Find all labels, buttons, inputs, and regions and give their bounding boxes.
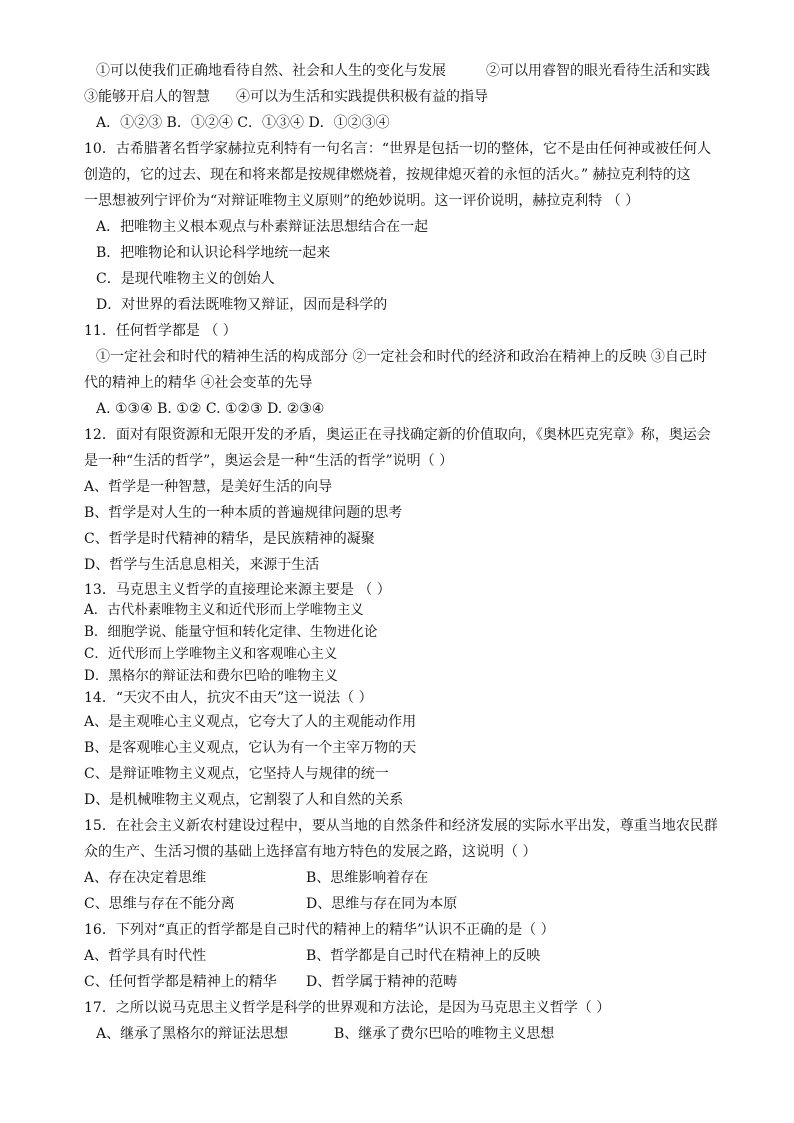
q16-option-b: B、哲学都是自己时代在精神上的反映	[306, 948, 541, 964]
q10-stem-line3: 一思想被列宁评价为“对辩证唯物主义原则”的绝妙说明。这一评价说明，赫拉克利特 （ ）	[84, 193, 640, 209]
q10-option-a: A．把唯物主义根本观点与朴素辩证法思想结合在一起	[96, 219, 429, 235]
q15-option-c: C、思维与存在不能分离	[84, 896, 235, 912]
q9-option-4: ④可以为生活和实践提供积极有益的指导	[236, 89, 488, 105]
q13-option-b: B．细胞学说、能量守恒和转化定律、生物进化论	[84, 624, 378, 640]
q15-option-b: B、思维影响着存在	[306, 870, 429, 886]
q16-option-a: A、哲学具有时代性	[84, 948, 207, 964]
q10-stem-line1: 10．古希腊著名哲学家赫拉克利特有一句名言：“世界是包括一切的整体，它不是由任何神或被任何人	[84, 141, 711, 157]
q14-option-c: C、是辩证唯物主义观点，它坚持人与规律的统一	[84, 766, 389, 782]
q12-stem-line1: 12．面对有限资源和无限开发的矛盾，奥运正在寻找确定新的价值取向，《奥林匹克宪章》称，奥运会	[84, 427, 711, 443]
q16-option-d: D、哲学属于精神的范畴	[306, 974, 458, 990]
q13-option-d: D．黑格尔的辩证法和费尔巴哈的唯物主义	[84, 668, 338, 684]
q15-option-d: D、思维与存在同为本原	[306, 896, 458, 912]
q11-choices: A. ①③④ B. ①② C. ①②③ D. ②③④	[96, 401, 325, 417]
q12-option-d: D、哲学与生活息息相关，来源于生活	[84, 557, 320, 573]
q16-stem: 16．下列对“真正的哲学都是自己时代的精神上的精华”认识不正确的是（ ）	[84, 922, 555, 938]
q11-stem: 11．任何哲学都是 （ ）	[84, 323, 237, 339]
q11-options-line2: 代的精神上的精华 ④社会变革的先导	[84, 375, 313, 391]
q10-stem-line2: 创造的，它的过去、现在和将来都是按规律燃烧着，按规律熄灭着的永恒的活火。” 赫拉克利特的这	[84, 167, 691, 183]
q15-stem-line1: 15．在社会主义新农村建设过程中，要从当地的自然条件和经济发展的实际水平出发，尊重当地农民群	[84, 818, 718, 834]
q13-option-a: A．古代朴素唯物主义和近代形而上学唯物主义	[84, 602, 364, 618]
q13-stem: 13．马克思主义哲学的直接理论来源主要是 （ ）	[84, 582, 391, 598]
q10-option-d: D．对世界的看法既唯物又辩证，因而是科学的	[96, 297, 388, 313]
q9-option-1: ①可以使我们正确地看待自然、社会和人生的变化与发展	[96, 63, 446, 79]
q15-stem-line2: 众的生产、生活习惯的基础上选择富有地方特色的发展之路，这说明（ ）	[84, 844, 537, 860]
q10-option-b: B．把唯物论和认识论科学地统一起来	[96, 245, 331, 261]
q12-option-a: A、哲学是一种智慧，是美好生活的向导	[84, 479, 333, 495]
q16-option-c: C、任何哲学都是精神上的精华	[84, 974, 277, 990]
q10-option-c: C．是现代唯物主义的创始人	[96, 271, 275, 287]
q17-option-a: A、继承了黑格尔的辩证法思想	[96, 1026, 289, 1042]
q11-options-line1: ①一定社会和时代的精神生活的构成部分 ②一定社会和时代的经济和政治在精神上的反映 ③自己时	[96, 349, 707, 365]
q9-option-3: ③能够开启人的智慧	[84, 89, 210, 105]
q12-option-b: B、哲学是对人生的一种本质的普遍规律问题的思考	[84, 505, 403, 521]
q12-option-c: C、哲学是时代精神的精华，是民族精神的凝聚	[84, 531, 375, 547]
q9-choices: A．①②③ B．①②④ C．①③④ D．①②③④	[96, 115, 390, 131]
q13-option-c: C．近代形而上学唯物主义和客观唯心主义	[84, 646, 338, 662]
q15-option-a: A、存在决定着思维	[84, 870, 207, 886]
q17-stem: 17．之所以说马克思主义哲学是科学的世界观和方法论，是因为马克思主义哲学（ ）	[84, 1000, 611, 1016]
q14-option-b: B、是客观唯心主义观点，它认为有一个主宰万物的天	[84, 740, 417, 756]
q14-option-a: A、是主观唯心主义观点，它夸大了人的主观能动作用	[84, 714, 417, 730]
q14-stem: 14．“天灾不由人，抗灾不由天”这一说法（ ）	[84, 690, 373, 706]
q9-option-2: ②可以用睿智的眼光看待生活和实践	[486, 63, 710, 79]
q17-option-b: B、继承了费尔巴哈的唯物主义思想	[334, 1026, 555, 1042]
q12-stem-line2: 是一种“生活的哲学”，奥运会是一种“生活的哲学”说明（ ）	[84, 453, 454, 469]
q14-option-d: D、是机械唯物主义观点，它割裂了人和自然的关系	[84, 792, 404, 808]
